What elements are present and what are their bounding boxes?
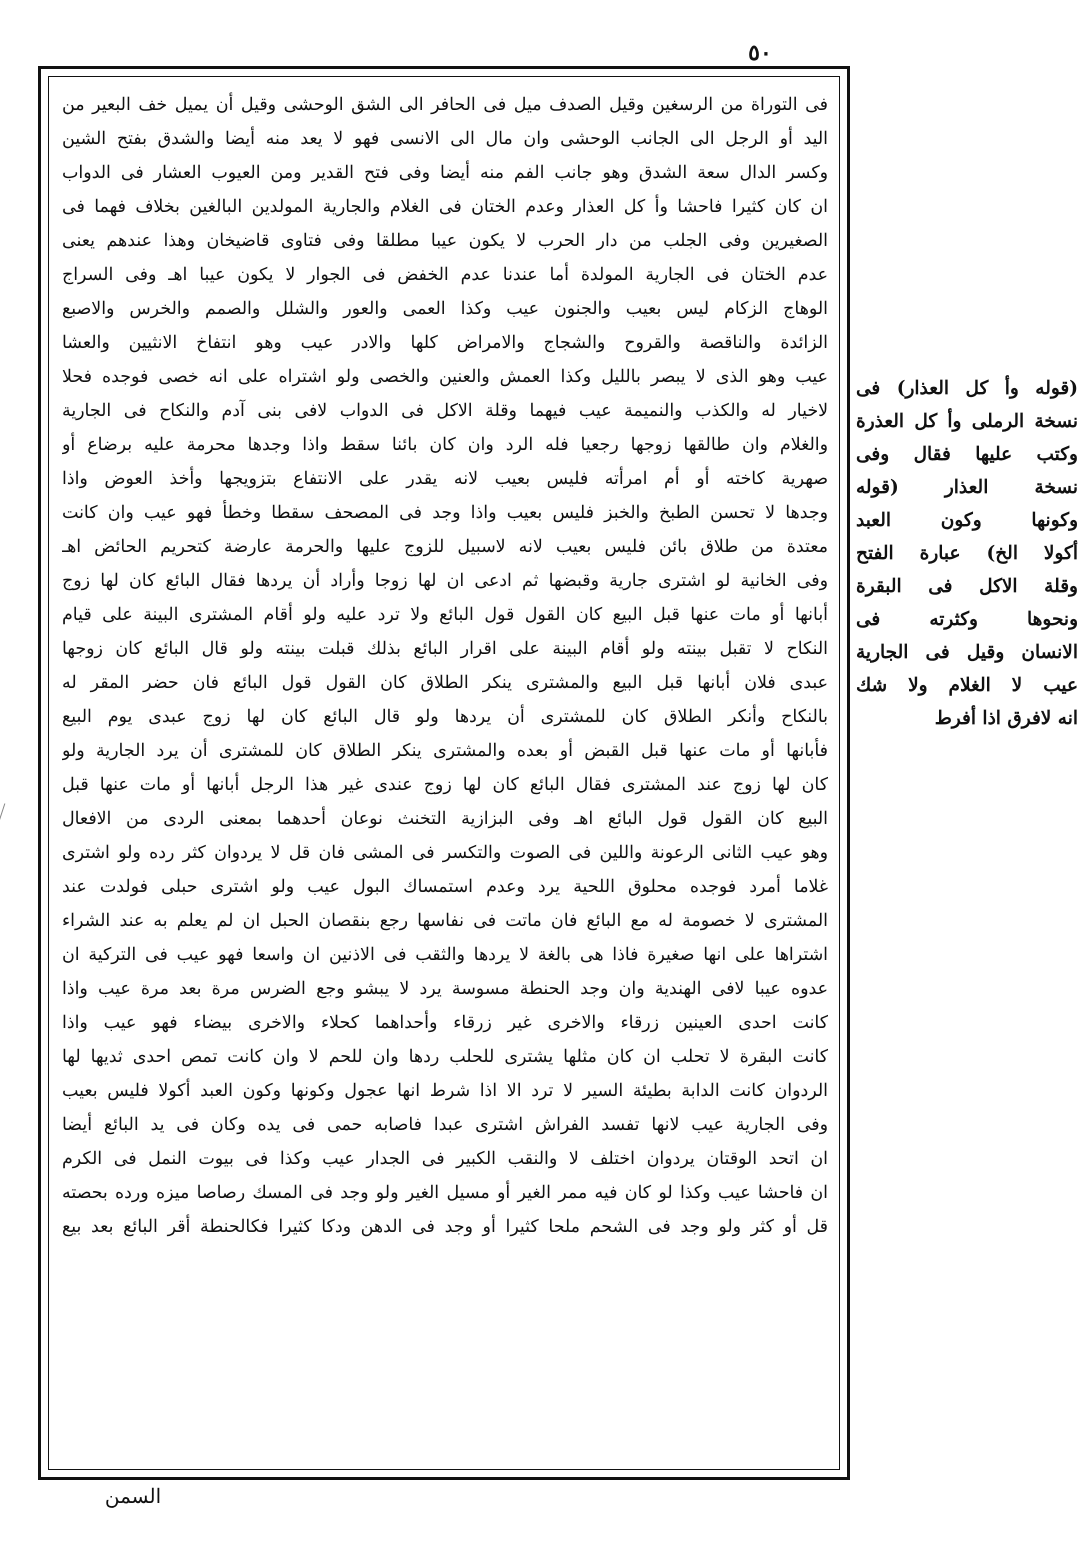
margin-note-line: وكتب عليها فقال وفى bbox=[856, 444, 1078, 465]
text-line: اشتراها على انها صغيرة فاذا هى بالغة لا يردها والثقب فى الاذنين ان واسعا فهو عيب فى التركية ان bbox=[62, 945, 828, 965]
text-line: الزائدة والناقصة والقروح والشجاج والامراض كلها والادر عيب وهو انتفاخ الانثيين والعشا bbox=[62, 333, 828, 353]
text-line: البيع كان القول قول البائع اهـ وفى البزازية التخنث نوعان أحدهما بمعنى الردى من الافعال bbox=[62, 809, 828, 829]
margin-note-line: (قوله وأ كل العذار) فى bbox=[856, 378, 1078, 399]
text-line: غلاما أمرد فوجده محلوق اللحية يرد وعدم استمساك البول عيب ولو اشترى حبلى فولدت عند bbox=[62, 877, 828, 897]
text-line: والغلام وان طالقها زوجها رجعيا فله الرد وان كان بائنا سقط واذا وجدها محرمة عليه برضاع أو bbox=[62, 435, 828, 455]
main-text-block bbox=[62, 88, 828, 1460]
text-line: بالنكاح وأنكر الطلاق كان للمشترى أن يردها ولو قال البائع كان لها زوج عبدى يوم البيع bbox=[62, 707, 828, 727]
text-line: عيب وهو الذى لا يبصر بالليل وكذا العمش والعنين والخصى ولو اشتراه على انه خصى فوجده فحلا bbox=[62, 367, 828, 387]
text-line: عبدى فلان أبانها قبل البيع والمشترى ينكر الطلاق كان القول قول البائع فان حضر المقر له bbox=[62, 673, 828, 693]
margin-note-line: وقلة الاكل فى البقرة bbox=[856, 576, 1078, 597]
text-line: النكاح لا تقبل بينته ولو أقام البينة على اقرار البائع بذلك قبلت بينته ولو قال البائع كان زوجها bbox=[62, 639, 828, 659]
margin-note-line: نسخة الرملى وأ كل العذرة bbox=[856, 411, 1078, 432]
text-line: لاخيار له والكذب والنميمة عيب فيهما وقلة الاكل فى الدواب لافى بنى آدم والنكاح فى الجارية bbox=[62, 401, 828, 421]
text-line: المشترى لا خصومة له مع البائع فان ماتت فى نفاسها رجع بنقصان الحبل ان لم يعلم به عند الشراء bbox=[62, 911, 828, 931]
text-line: كانت احدى العينين زرقاء والاخرى غير زرقاء وأحداهما كحلاء والاخرى بيضاء فهو عيب واذا bbox=[62, 1013, 828, 1033]
margin-note-line: وكونها وكون العبد bbox=[856, 510, 1078, 531]
text-line: كانت البقرة لا تحلب ان كان مثلها يشترى للحلب ردها وان للحم لا وان كانت تمص احدى ثديها لها bbox=[62, 1047, 828, 1067]
margin-note-line: ونحوها وكثرته فى bbox=[856, 609, 1078, 630]
margin-note-line: الانسان وقيل فى الجارية bbox=[856, 642, 1078, 663]
text-line: ان فاحشا عيب وكذا لو كان فيه ممر الغير أو مسيل الغير ولو وجد فى المسك رصاصا ميزه ورده بحصته bbox=[62, 1183, 828, 1203]
text-line: فى التوراة من الرسغين وقيل الصدف ميل فى الحافر الى الشق الوحشى وقيل أن يميل خف البعير من bbox=[62, 95, 828, 115]
text-line: ان كان كثيرا فاحشا وأ كل العذار وعدم الختان فى الغلام والجارية المولدين البالغين بخلاف فهما فى bbox=[62, 197, 828, 217]
margin-note-line: انه لافرق اذا أفرط bbox=[934, 708, 1078, 729]
text-line: صهرية كاخته أو أم امرأته فليس بعيب لانه يقدر على الانتفاع بتزويجها وأخذ العوض واذا bbox=[62, 469, 828, 489]
text-line: وهو عيب الثانى الرعونة واللين فى الصوت والتكسر فى المشى فان قل لا يردوان كثر رده ولو اشترى bbox=[62, 843, 828, 863]
text-line: كان لها زوج عند المشترى فقال البائع كان لها زوج عندى غير هذا الرجل أبانها أو مات عنها قبل bbox=[62, 775, 828, 795]
text-line: وجدها لا تحسن الطبخ والخبز فليس بعيب واذا وجد فى المصحف سقطا وخطأ فهو عيب وان كانت bbox=[62, 503, 828, 523]
text-line: وفى الخانية لو اشترى جارية وقبضها ثم ادعى ان لها زوجا وأراد أن يردها فقال البائع كان لها زوج bbox=[62, 571, 828, 591]
text-line: معتدة من طلاق بائن فليس بعيب لانه لاسبيل للزوج عليها والحرمة عارضة كتحريم الحائض اهـ bbox=[62, 537, 828, 557]
margin-note bbox=[856, 372, 1078, 735]
stray-margin-mark bbox=[0, 803, 19, 832]
text-line: ان اتحد الوقتان يردوان اختلف لا والنقب الكبير فى الجدار عيب وكذا فى بيوت النمل فى الكرم bbox=[62, 1149, 828, 1169]
margin-note-line: أكولا الخ) عبارة الفتح bbox=[856, 543, 1078, 564]
text-line: قل أو كثر ولو وجد فى الشحم ملحا كثيرا أو وجد فى الدهن ودكا كثيرا فكالحنطة أقر البائع بعد بيع bbox=[62, 1217, 828, 1237]
text-line: وفى الجارية عيب لانها تفسد الفراش اشترى عبدا فاصابه حمى فى يده وكان فى يد البائع أيضا bbox=[62, 1115, 828, 1135]
text-line: عدوه عيبا لافى الهندية وان وجد الحنطة مسوسة يرد لا يبشو وجع الضرس مرة بعد مرة عيب واذا bbox=[62, 979, 828, 999]
text-line: أبانها أو مات عنها قبل البيع كان القول قول البائع ولا ترد عليه ولو أقام المشترى البينة على قيام bbox=[62, 605, 828, 625]
text-line: الصغيرين وفى الجلب من دار الحرب لا يكون عيبا مطلقا وفى فتاوى قاضيخان وهذا عندهم يعنى bbox=[62, 231, 828, 251]
margin-note-line: نسخة العذار (قوله bbox=[856, 477, 1078, 498]
text-line: الوهاج الزكام ليس بعيب والجنون عيب وكذا العمى والعور والشلل والصمم والخرس والاصبع bbox=[62, 299, 828, 319]
margin-note-line: عيب لا الغلام ولا شك bbox=[856, 675, 1078, 696]
text-line: فأبانها أو مات عنها قبل القبض أو بعده والمشترى ينكر الطلاق كان للمشترى أن يرد الجارية ولو bbox=[62, 741, 828, 761]
text-line: عدم الختان فى الجارية المولدة أما عندنا عدم الخفض فى الجوار لا يكون عيبا اهـ وفى السراج bbox=[62, 265, 828, 285]
page-number: ٥٠ bbox=[748, 40, 772, 66]
text-line: الردوان كانت الدابة بطيئة السير لا ترد الا اذا شرط انها عجول وكونها وكون العبد أكولا فليس بعيب bbox=[62, 1081, 828, 1101]
text-line: وكسر الدال سعة الشدق وهو جانب الفم منه أيضا وفى فتح القدير ومن العيوب العشار فى الدواب bbox=[62, 163, 828, 183]
text-line: اليد أو الرجل الى الجانب الوحشى وان مال الى الانسى فهو لا يعد منه أيضا والشدق بفتح الشين bbox=[62, 129, 828, 149]
catchword: السمن bbox=[104, 1484, 162, 1508]
